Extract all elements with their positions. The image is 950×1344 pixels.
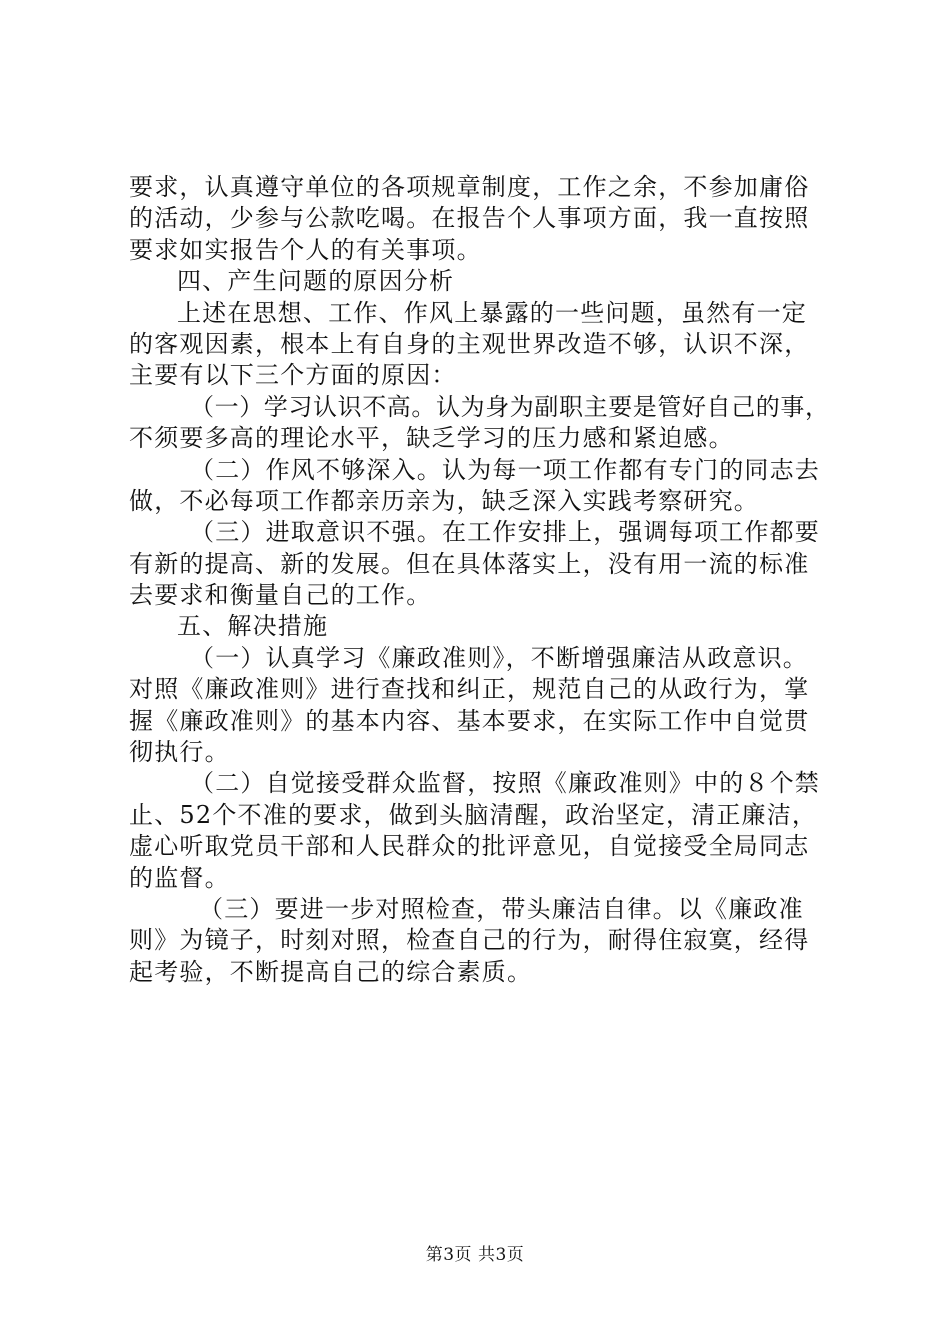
text-line: （一）学习认识不高。认为身为副职主要是管好自己的事， [190,392,830,421]
text-line: 对照《廉政准则》进行查找和纠正，规范自己的从政行为，掌 [129,675,810,704]
text-line: 有新的提高、新的发展。但在具体落实上，没有用一流的标准 [129,549,810,578]
text-line: 的监督。 [129,863,230,892]
text-line: 要求，认真遵守单位的各项规章制度，工作之余，不参加庸俗 [129,173,810,201]
text-line: 起考验，不断提高自己的综合素质。 [129,957,533,986]
text-line: 要求如实报告个人的有关事项。 [129,235,482,264]
text-line: （三）要进一步对照检查，带头廉洁自律。以《廉政准 [199,894,804,923]
text-line: 去要求和衡量自己的工作。 [129,581,432,610]
text-line: 彻执行。 [129,738,230,767]
text-line: 不须要多高的理论水平，缺乏学习的压力感和紧迫感。 [129,424,734,453]
page-number-footer: 第3页 共3页 [425,1245,525,1265]
text-line: 做，不必每项工作都亲历亲为，缺乏深入实践考察研究。 [129,486,759,515]
text-line: 上述在思想、工作、作风上暴露的一些问题，虽然有一定 [177,298,807,327]
text-line: （三）进取意识不强。在工作安排上，强调每项工作都要 [190,518,820,547]
text-line: 主要有以下三个方面的原因： [129,361,457,390]
section-heading: 四、产生问题的原因分析 [177,267,455,296]
text-line: 虚心听取党员干部和人民群众的批评意见，自觉接受全局同志 [129,832,810,861]
text-line: 的活动，少参与公款吃喝。在报告个人事项方面，我一直按照 [129,204,810,233]
text-line: 的客观因素，根本上有自身的主观世界改造不够，认识不深， [129,329,810,358]
text-line: 则》为镜子，时刻对照，检查自己的行为，耐得住寂寞，经得 [129,926,810,955]
text-line: 止、52个不准的要求，做到头脑清醒，政治坚定，清正廉洁， [129,800,818,829]
section-heading: 五、解决措施 [177,612,329,641]
document-body [129,172,831,988]
text-line: 握《廉政准则》的基本内容、基本要求，在实际工作中自觉贯 [129,706,810,735]
text-line: （一）认真学习《廉政准则》，不断增强廉洁从政意识。 [190,643,808,672]
text-line: （二）作风不够深入。认为每一项工作都有专门的同志去 [190,455,820,484]
text-line: （二）自觉接受群众监督，按照《廉政准则》中的８个禁 [190,769,820,798]
